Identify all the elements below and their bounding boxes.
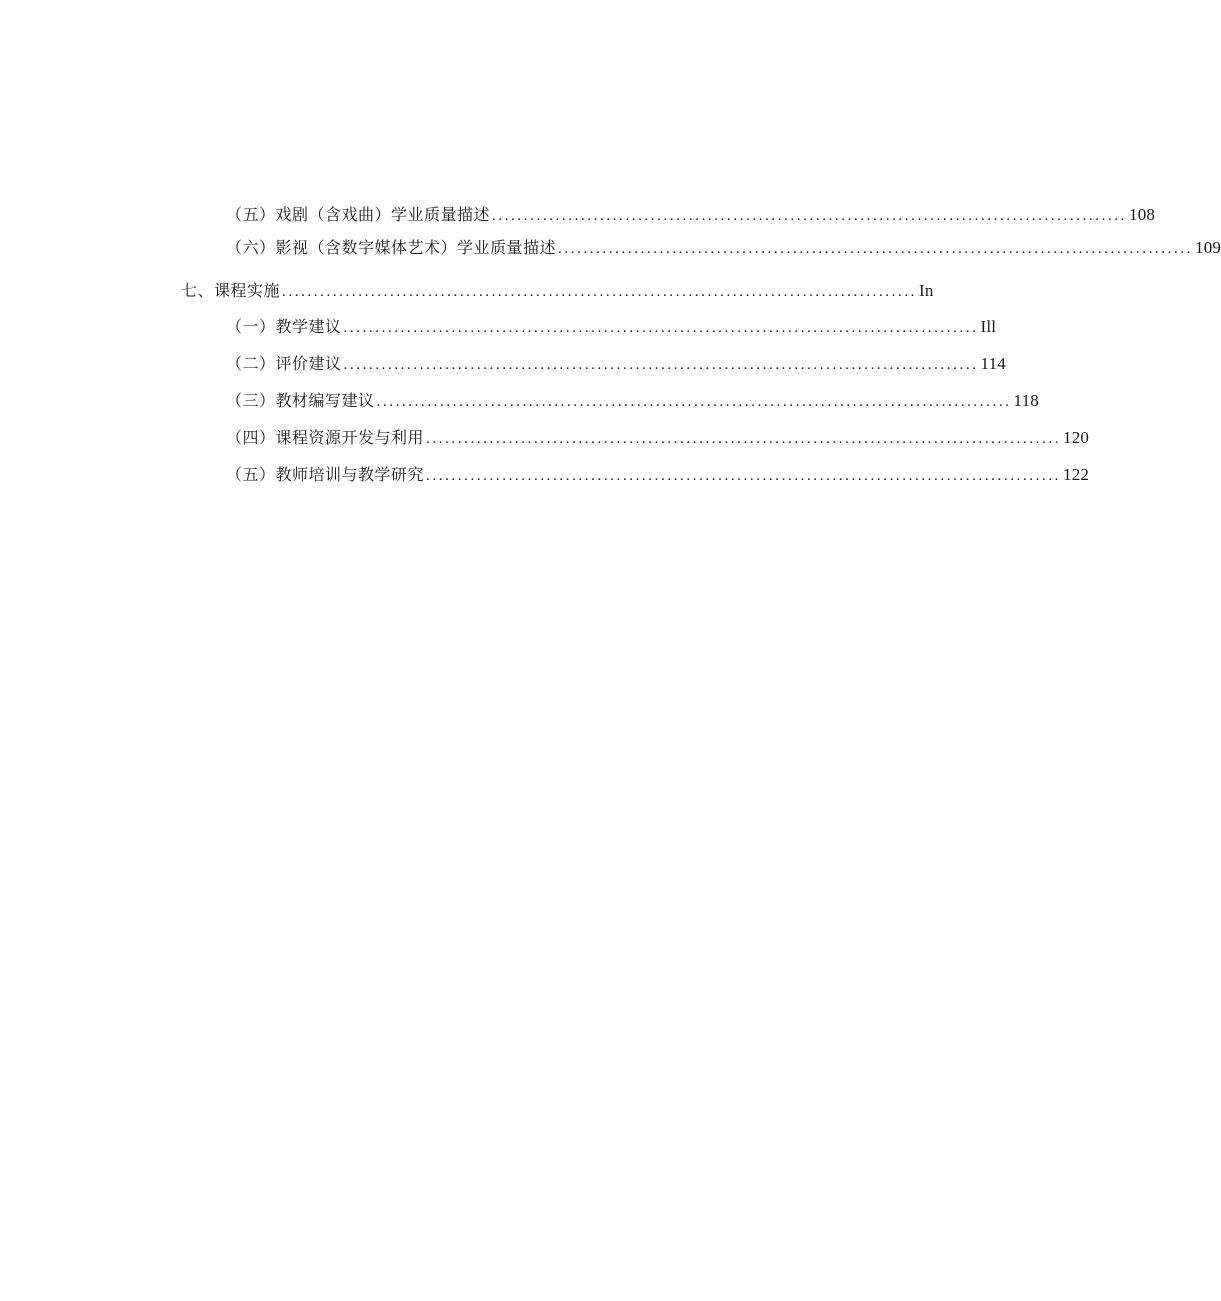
toc-entry-evaluation-suggestions[interactable]: [226, 352, 1006, 376]
toc-dot-leader: ....................................................................................................: [426, 431, 1062, 447]
toc-entry-page: 118: [1013, 391, 1039, 410]
toc-entry-film-quality[interactable]: [226, 236, 1221, 260]
toc-entry-textbook-suggestions[interactable]: [226, 389, 1039, 413]
toc-entry-title: （五）戏剧（含戏曲）学业质量描述: [226, 205, 491, 224]
toc-entry-page: 109: [1195, 238, 1221, 257]
toc-entry-teaching-suggestions[interactable]: [226, 315, 997, 339]
toc-entry-title: （五）教师培训与教学研究: [226, 465, 425, 484]
toc-dot-leader: ....................................................................................................: [376, 394, 1012, 410]
toc-entry-page: 108: [1129, 205, 1156, 224]
toc-dot-leader: ....................................................................................................: [343, 320, 979, 336]
toc-entry-title: （四）课程资源开发与利用: [226, 428, 425, 447]
toc-entry-drama-quality[interactable]: [226, 203, 1156, 227]
toc-entry-page: 120: [1063, 428, 1090, 447]
toc-entry-title: （一）教学建议: [226, 317, 342, 336]
toc-entry-title: （三）教材编写建议: [226, 391, 375, 410]
toc-entry-page: 114: [980, 354, 1006, 373]
toc-dot-leader: ....................................................................................................: [426, 468, 1062, 484]
toc-entry-title: （六）影视（含数字媒体艺术）学业质量描述: [226, 238, 557, 257]
toc-entry-page: In: [919, 281, 934, 300]
toc-dot-leader: ....................................................................................................: [558, 241, 1194, 257]
toc-entry-curriculum-implementation[interactable]: [181, 279, 934, 303]
toc-entry-title: （二）评价建议: [226, 354, 342, 373]
toc-dot-leader: ....................................................................................................: [343, 357, 979, 373]
toc-entry-resource-development[interactable]: [226, 426, 1090, 450]
toc-dot-leader: ....................................................................................................: [492, 208, 1128, 224]
toc-entry-teacher-training[interactable]: [226, 463, 1090, 487]
toc-entry-title: 七、课程实施: [181, 281, 281, 300]
toc-entry-page: Ill: [980, 317, 997, 336]
toc-dot-leader: ....................................................................................................: [282, 284, 918, 300]
toc-entry-page: 122: [1063, 465, 1090, 484]
